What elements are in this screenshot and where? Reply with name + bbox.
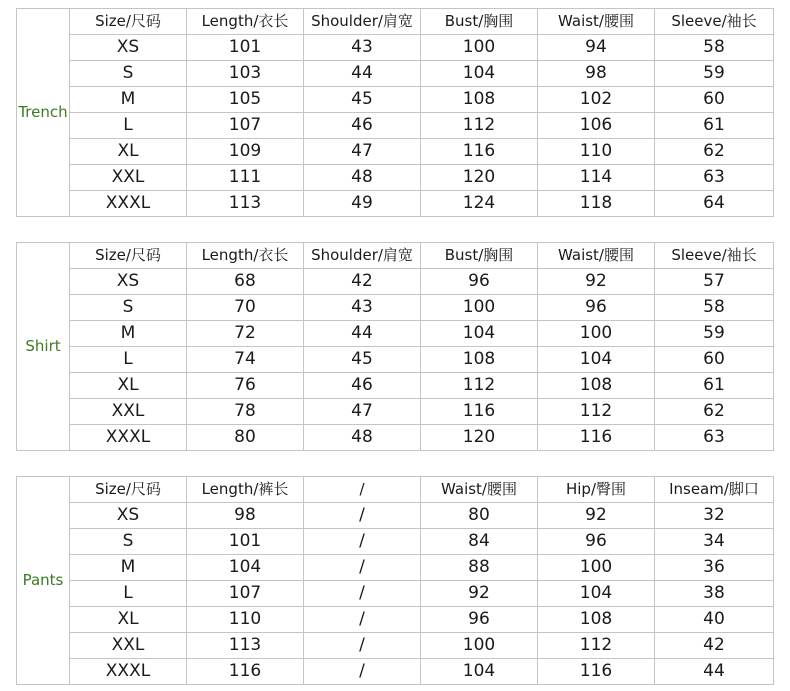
table-cell: 104 <box>421 61 538 87</box>
table-cell: 107 <box>187 581 304 607</box>
table-cell: 59 <box>655 61 774 87</box>
table-cell: / <box>304 607 421 633</box>
table-cell: 108 <box>421 347 538 373</box>
header-cell: Length/衣长 <box>187 9 304 35</box>
table-row <box>17 61 774 87</box>
table-cell: 43 <box>304 295 421 321</box>
table-cell: / <box>304 659 421 685</box>
table-cell: 120 <box>421 425 538 451</box>
table-row <box>17 555 774 581</box>
table-cell: 96 <box>538 529 655 555</box>
size-cell: XL <box>70 607 187 633</box>
size-cell: XL <box>70 139 187 165</box>
table-cell: 44 <box>655 659 774 685</box>
table-cell: 78 <box>187 399 304 425</box>
table-cell: 92 <box>421 581 538 607</box>
size-cell: L <box>70 581 187 607</box>
table-cell: 64 <box>655 191 774 217</box>
table-cell: 80 <box>187 425 304 451</box>
table-cell: 40 <box>655 607 774 633</box>
table-cell: 34 <box>655 529 774 555</box>
table-row <box>17 633 774 659</box>
table-cell: 76 <box>187 373 304 399</box>
table-cell: 113 <box>187 633 304 659</box>
table-cell: 43 <box>304 35 421 61</box>
table-cell: 100 <box>421 35 538 61</box>
size-cell: XL <box>70 373 187 399</box>
table-cell: 44 <box>304 321 421 347</box>
table-cell: 61 <box>655 113 774 139</box>
table-row <box>17 425 774 451</box>
table-cell: 80 <box>421 503 538 529</box>
table-cell: 45 <box>304 87 421 113</box>
header-cell: Size/尺码 <box>70 9 187 35</box>
table-header-row <box>17 9 774 35</box>
table-row <box>17 35 774 61</box>
header-cell: Size/尺码 <box>70 477 187 503</box>
table-cell: 96 <box>421 607 538 633</box>
table-cell: 111 <box>187 165 304 191</box>
table-cell: 110 <box>187 607 304 633</box>
table-cell: 116 <box>187 659 304 685</box>
table-cell: 108 <box>538 607 655 633</box>
table-row <box>17 373 774 399</box>
header-cell: / <box>304 477 421 503</box>
table-cell: 48 <box>304 165 421 191</box>
table-cell: 58 <box>655 35 774 61</box>
table-cell: 114 <box>538 165 655 191</box>
table-row <box>17 659 774 685</box>
table-cell: 102 <box>538 87 655 113</box>
size-cell: L <box>70 347 187 373</box>
table-cell: 60 <box>655 347 774 373</box>
header-cell: Bust/胸围 <box>421 243 538 269</box>
table-cell: 116 <box>538 425 655 451</box>
table-cell: 70 <box>187 295 304 321</box>
table-cell: 72 <box>187 321 304 347</box>
size-cell: XXL <box>70 165 187 191</box>
table-cell: 62 <box>655 139 774 165</box>
header-cell: Size/尺码 <box>70 243 187 269</box>
table-cell: 98 <box>187 503 304 529</box>
table-row <box>17 321 774 347</box>
header-cell: Shoulder/肩宽 <box>304 243 421 269</box>
category-label: Trench <box>17 9 70 217</box>
table-cell: 94 <box>538 35 655 61</box>
table-row <box>17 399 774 425</box>
header-cell: Inseam/脚口 <box>655 477 774 503</box>
header-cell: Shoulder/肩宽 <box>304 9 421 35</box>
size-cell: M <box>70 321 187 347</box>
table-row <box>17 269 774 295</box>
table-cell: 42 <box>655 633 774 659</box>
table-cell: 106 <box>538 113 655 139</box>
table-cell: / <box>304 529 421 555</box>
table-cell: 96 <box>421 269 538 295</box>
table-cell: 108 <box>421 87 538 113</box>
table-cell: 104 <box>538 581 655 607</box>
size-cell: XXXL <box>70 425 187 451</box>
header-cell: Bust/胸围 <box>421 9 538 35</box>
header-cell: Waist/腰围 <box>538 9 655 35</box>
table-cell: 47 <box>304 139 421 165</box>
table-cell: 104 <box>421 659 538 685</box>
header-cell: Waist/腰围 <box>421 477 538 503</box>
table-cell: 96 <box>538 295 655 321</box>
table-cell: 48 <box>304 425 421 451</box>
table-cell: 120 <box>421 165 538 191</box>
category-label: Pants <box>17 477 70 685</box>
table-cell: 100 <box>538 555 655 581</box>
header-cell: Sleeve/袖长 <box>655 243 774 269</box>
table-cell: 104 <box>421 321 538 347</box>
category-label: Shirt <box>17 243 70 451</box>
table-cell: 49 <box>304 191 421 217</box>
table-cell: / <box>304 633 421 659</box>
table-row <box>17 607 774 633</box>
table-cell: 104 <box>187 555 304 581</box>
table-row <box>17 529 774 555</box>
table-cell: 112 <box>421 113 538 139</box>
table-cell: 100 <box>421 295 538 321</box>
table-cell: 44 <box>304 61 421 87</box>
table-cell: 62 <box>655 399 774 425</box>
size-cell: XS <box>70 269 187 295</box>
table-cell: 100 <box>538 321 655 347</box>
table-cell: 113 <box>187 191 304 217</box>
table-row <box>17 503 774 529</box>
table-cell: 63 <box>655 425 774 451</box>
table-cell: 46 <box>304 373 421 399</box>
table-cell: 116 <box>538 659 655 685</box>
table-cell: / <box>304 555 421 581</box>
table-cell: 92 <box>538 269 655 295</box>
table-header-row <box>17 477 774 503</box>
size-cell: XS <box>70 503 187 529</box>
size-cell: S <box>70 529 187 555</box>
size-cell: XXXL <box>70 191 187 217</box>
table-cell: 45 <box>304 347 421 373</box>
table-cell: 100 <box>421 633 538 659</box>
table-row <box>17 113 774 139</box>
table-cell: 101 <box>187 35 304 61</box>
table-cell: 101 <box>187 529 304 555</box>
size-cell: M <box>70 555 187 581</box>
size-cell: S <box>70 61 187 87</box>
table-cell: 84 <box>421 529 538 555</box>
table-cell: 104 <box>538 347 655 373</box>
table-cell: 46 <box>304 113 421 139</box>
header-cell: Length/衣长 <box>187 243 304 269</box>
table-row <box>17 191 774 217</box>
table-cell: 112 <box>538 399 655 425</box>
shirt-size-table <box>16 242 774 451</box>
header-cell: Sleeve/袖长 <box>655 9 774 35</box>
table-cell: 103 <box>187 61 304 87</box>
table-row <box>17 165 774 191</box>
size-cell: XS <box>70 35 187 61</box>
size-cell: XXL <box>70 633 187 659</box>
header-cell: Length/裤长 <box>187 477 304 503</box>
table-cell: 92 <box>538 503 655 529</box>
table-cell: 110 <box>538 139 655 165</box>
table-cell: 38 <box>655 581 774 607</box>
table-cell: / <box>304 581 421 607</box>
table-cell: 105 <box>187 87 304 113</box>
table-cell: 118 <box>538 191 655 217</box>
table-cell: 74 <box>187 347 304 373</box>
size-cell: L <box>70 113 187 139</box>
header-cell: Waist/腰围 <box>538 243 655 269</box>
table-cell: 98 <box>538 61 655 87</box>
table-row <box>17 295 774 321</box>
header-cell: Hip/臀围 <box>538 477 655 503</box>
table-row <box>17 347 774 373</box>
table-cell: 112 <box>538 633 655 659</box>
table-header-row <box>17 243 774 269</box>
table-cell: 124 <box>421 191 538 217</box>
table-row <box>17 581 774 607</box>
table-cell: 109 <box>187 139 304 165</box>
table-cell: 107 <box>187 113 304 139</box>
size-cell: XXL <box>70 399 187 425</box>
table-row <box>17 139 774 165</box>
table-cell: 47 <box>304 399 421 425</box>
table-cell: 116 <box>421 399 538 425</box>
table-cell: 63 <box>655 165 774 191</box>
table-cell: 42 <box>304 269 421 295</box>
table-cell: 57 <box>655 269 774 295</box>
table-cell: 58 <box>655 295 774 321</box>
table-cell: 59 <box>655 321 774 347</box>
table-cell: 60 <box>655 87 774 113</box>
table-cell: 61 <box>655 373 774 399</box>
table-cell: 32 <box>655 503 774 529</box>
table-cell: 112 <box>421 373 538 399</box>
size-cell: M <box>70 87 187 113</box>
pants-size-table <box>16 476 774 685</box>
table-cell: 36 <box>655 555 774 581</box>
table-cell: / <box>304 503 421 529</box>
table-cell: 88 <box>421 555 538 581</box>
size-cell: S <box>70 295 187 321</box>
table-cell: 68 <box>187 269 304 295</box>
table-row <box>17 87 774 113</box>
trench-size-table <box>16 8 774 217</box>
table-cell: 108 <box>538 373 655 399</box>
table-cell: 116 <box>421 139 538 165</box>
size-cell: XXXL <box>70 659 187 685</box>
